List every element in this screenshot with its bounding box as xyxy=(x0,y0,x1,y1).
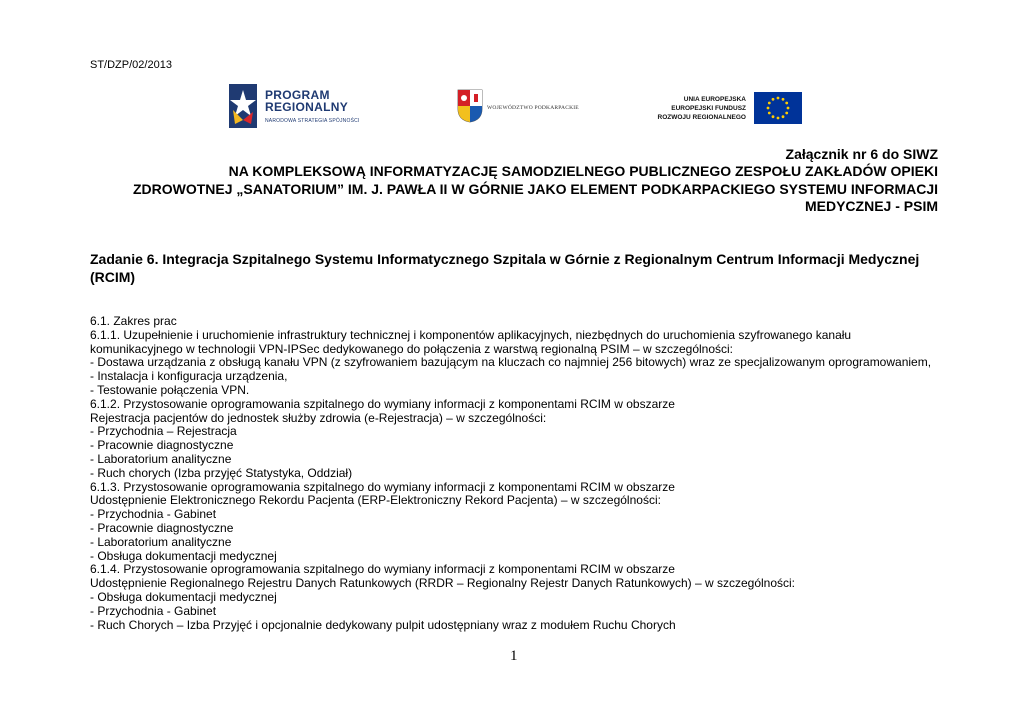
coat-of-arms-icon xyxy=(457,89,483,123)
document-reference: ST/DZP/02/2013 xyxy=(90,59,172,71)
content-line: 6.1.4. Przystosowanie oprogramowania szpitalnego do wymiany informacji z komponentami RCIM w obszarze xyxy=(90,562,675,577)
content-line: - Laboratorium analityczne xyxy=(90,451,232,466)
program-logo-line1: PROGRAM xyxy=(265,88,330,102)
task-title: Zadanie 6. Integracja Szpitalnego Systemu Informatycznego Szpitala w Górnie z Regionalnym Centrum Informacji Medycznej (RCIM) xyxy=(90,251,920,285)
content-line: 6.1. Zakres prac xyxy=(90,314,177,328)
content-line: 6.1.1. Uzupełnienie i uruchomienie infrastruktury technicznej i komponentów aplikacyjnych, niezbędnych do uruchomienia szyfrowanego kanału xyxy=(90,327,852,342)
content-line: 6.1.3. Przystosowanie oprogramowania szpitalnego do wymiany informacji z komponentami RCIM w obszarze xyxy=(90,479,675,494)
content-line: komunikacyjnego w technologii VPN-IPSec dedykowanego do połączenia z warstwą regionalną PSIM – w szczególności: xyxy=(90,341,734,356)
content-line: - Testowanie połączenia VPN. xyxy=(90,382,250,397)
document-header xyxy=(78,146,938,215)
logo-bar xyxy=(0,82,1024,130)
content-line: Udostępnienie Regionalnego Rejestru Danych Ratunkowych (RRDR – Regionalny Rejestr Danych Ratunkowych) – w szczególności: xyxy=(90,576,796,591)
eu-logo-line1: UNIA EUROPEJSKA xyxy=(683,96,746,103)
program-regionalny-logo xyxy=(229,84,369,128)
content-line: - Obsługa dokumentacji medycznej xyxy=(90,589,277,604)
page-number: 1 xyxy=(510,648,518,664)
program-regionalny-star-icon xyxy=(229,84,257,128)
program-logo-line2: REGIONALNY xyxy=(265,100,349,114)
content-line: - Instalacja i konfiguracja urządzenia, xyxy=(90,369,288,384)
wojewodztwo-logo xyxy=(457,89,587,125)
content-line: - Przychodnia - Gabinet xyxy=(90,603,217,618)
content-line: - Pracownie diagnostyczne xyxy=(90,520,234,535)
wojewodztwo-label: WOJEWÓDZTWO PODKARPACKIE xyxy=(487,105,579,111)
scope-of-work-text xyxy=(90,315,950,632)
content-line: - Ruch Chorych – Izba Przyjęć i opcjonalnie dedykowany pulpit udostępniany wraz z modułem Ruchu Chorych xyxy=(90,617,676,632)
content-line: - Dostawa urządzania z obsługą kanału VPN (z szyfrowaniem bazującym na kluczach co najmniej 256 bitowych) wraz ze specjalizowanym oprogramowaniem, xyxy=(90,355,932,370)
content-line: - Laboratorium analityczne xyxy=(90,534,232,549)
eu-fund-logo xyxy=(656,92,802,126)
eu-logo-line3: ROZWOJU REGIONALNEGO xyxy=(657,114,746,121)
content-line: - Obsługa dokumentacji medycznej xyxy=(90,548,277,563)
content-line: - Przychodnia – Rejestracja xyxy=(90,424,237,439)
eu-logo-line2: EUROPEJSKI FUNDUSZ xyxy=(671,105,746,112)
header-title-line: MEDYCZNEJ - PSIM xyxy=(804,197,938,214)
header-title-line: ZDROWOTNEJ „SANATORIUM” IM. J. PAWŁA II W GÓRNIE JAKO ELEMENT PODKARPACKIEGO SYSTEMU INFORMACJI xyxy=(132,180,938,197)
content-line: Udostępnienie Elektronicznego Rekordu Pacjenta (ERP-Elektroniczny Rekord Pacjenta) – w szczególności: xyxy=(90,493,661,508)
header-title-line: NA KOMPLEKSOWĄ INFORMATYZACJĘ SAMODZIELNEGO PUBLICZNEGO ZESPOŁU ZAKŁADÓW OPIEKI xyxy=(228,163,938,180)
content-line: - Przychodnia - Gabinet xyxy=(90,507,217,522)
annex-label: Załącznik nr 6 do SIWZ xyxy=(785,146,938,162)
content-line: 6.1.2. Przystosowanie oprogramowania szpitalnego do wymiany informacji z komponentami RCIM w obszarze xyxy=(90,396,675,411)
content-line: - Pracownie diagnostyczne xyxy=(90,438,234,453)
eu-flag-icon xyxy=(754,92,802,124)
content-line: Rejestracja pacjentów do jednostek służby zdrowia (e-Rejestracja) – w szczególności: xyxy=(90,410,547,425)
program-logo-subtitle: NARODOWA STRATEGIA SPÓJNOŚCI xyxy=(265,118,360,124)
content-line: - Ruch chorych (Izba przyjęć Statystyka, Oddział) xyxy=(90,465,353,480)
